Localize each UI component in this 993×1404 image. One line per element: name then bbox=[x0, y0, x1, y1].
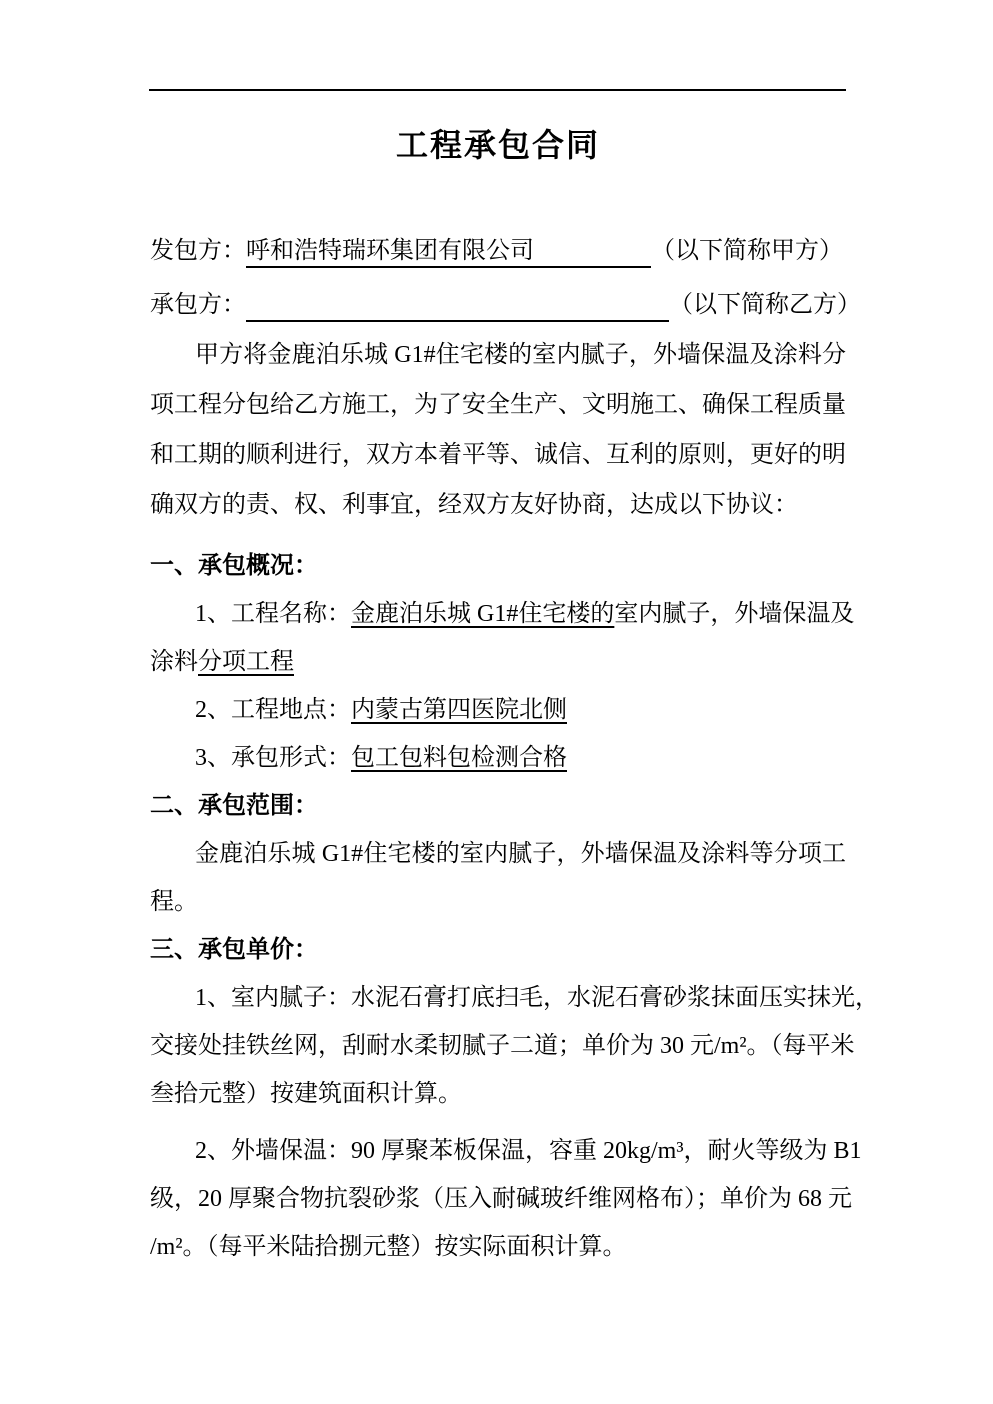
preamble-line-3: 和工期的顺利进行，双方本着平等、诚信、互利的原则，更好的明 bbox=[150, 442, 846, 468]
contract-form-row bbox=[150, 734, 846, 782]
party-a-label: 发包方： bbox=[150, 238, 246, 264]
preamble-line-1: 甲方将金鹿泊乐城 G1#住宅楼的室内腻子，外墙保温及涂料分 bbox=[195, 342, 846, 368]
document-content bbox=[150, 0, 879, 1271]
price-item2-line-3: /m²。（每平米陆拾捌元整）按实际面积计算。 bbox=[150, 1234, 627, 1260]
party-b-blank-field bbox=[246, 290, 669, 322]
section-price-heading: 三、承包单价： bbox=[150, 937, 318, 963]
project-name-wrap-row bbox=[150, 638, 846, 686]
party-a-row bbox=[150, 226, 846, 276]
party-b-row bbox=[150, 280, 861, 330]
price-item1-line-2: 交接处挂铁丝网，刮耐水柔韧腻子二道；单价为 30 元/m²。（每平米 bbox=[150, 1033, 855, 1059]
price-item2-line-2: 级，20 厚聚合物抗裂砂浆（压入耐碱玻纤维网格布）；单价为 68 元 bbox=[150, 1186, 852, 1212]
project-name-value-plain: 室内腻子，外墙保温及 bbox=[614, 601, 855, 627]
scope-line-2: 程。 bbox=[150, 889, 198, 915]
project-name-label: 1、工程名称： bbox=[195, 601, 351, 627]
price-item1-line-3: 叁拾元整）按建筑面积计算。 bbox=[150, 1081, 462, 1107]
party-b-label: 承包方： bbox=[150, 292, 246, 318]
party-b-alias: （以下简称乙方） bbox=[669, 292, 861, 318]
project-name-wrap-plain: 涂料 bbox=[150, 649, 198, 675]
project-name-wrap-underlined: 分项工程 bbox=[198, 649, 294, 675]
price-item1-line-1: 1、室内腻子：水泥石膏打底扫毛，水泥石膏砂浆抹面压实抹光， bbox=[195, 985, 879, 1011]
party-a-value: 呼和浩特瑞环集团有限公司 bbox=[246, 238, 534, 264]
price-item2-line-1: 2、外墙保温：90 厚聚苯板保温，容重 20kg/m³，耐火等级为 B1 bbox=[195, 1138, 862, 1164]
project-name-row bbox=[150, 590, 855, 638]
section-overview-heading: 一、承包概况： bbox=[150, 553, 318, 579]
contract-form-label: 3、承包形式： bbox=[195, 745, 351, 771]
project-location-label: 2、工程地点： bbox=[195, 697, 351, 723]
document-title: 工程承包合同 bbox=[395, 127, 600, 163]
party-a-value-field bbox=[246, 236, 651, 268]
project-location-value: 内蒙古第四医院北侧 bbox=[351, 697, 567, 723]
scope-line-1: 金鹿泊乐城 G1#住宅楼的室内腻子，外墙保温及涂料等分项工 bbox=[195, 841, 846, 867]
party-a-alias: （以下简称甲方） bbox=[651, 238, 843, 264]
contract-form-value: 包工包料包检测合格 bbox=[351, 745, 567, 771]
project-location-row bbox=[150, 686, 846, 734]
party-b-value bbox=[246, 292, 252, 318]
project-name-value-underlined: 金鹿泊乐城 G1#住宅楼的 bbox=[351, 601, 615, 627]
preamble-line-4: 确双方的责、权、利事宜，经双方友好协商，达成以下协议： bbox=[150, 492, 798, 518]
preamble-line-2: 项工程分包给乙方施工，为了安全生产、文明施工、确保工程质量 bbox=[150, 392, 846, 418]
section-scope-heading: 二、承包范围： bbox=[150, 793, 318, 819]
